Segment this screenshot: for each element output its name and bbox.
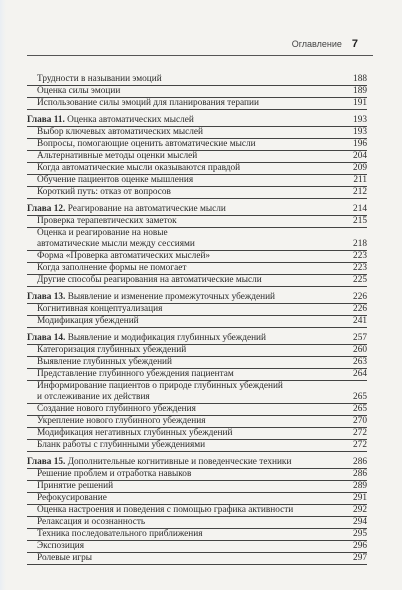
- toc-page-number: 193: [353, 115, 367, 125]
- toc-page-number: 211: [353, 175, 367, 185]
- toc-entry-title: [37, 263, 186, 274]
- toc-section-entry: [27, 263, 367, 275]
- toc-entry-title: [37, 175, 193, 186]
- entry-text: Оценка и реагирование на новые автоматические мысли между сессиями: [37, 228, 195, 249]
- entry-text: Выявление глубинных убеждений: [37, 357, 173, 367]
- toc-page-number: 294: [353, 517, 367, 527]
- table-of-contents: [27, 74, 367, 565]
- toc-entry-title: [37, 127, 203, 138]
- toc-section-entry: [27, 529, 367, 541]
- toc-page-number: 241: [353, 316, 367, 326]
- toc-page-number: 295: [353, 529, 367, 539]
- section-title: Оглавление: [291, 39, 342, 49]
- entry-text: Укрепление нового глубинного убеждения: [37, 416, 206, 426]
- toc-section-entry: [27, 369, 367, 381]
- toc-section-entry: [27, 275, 367, 287]
- toc-page-number: 223: [353, 263, 367, 273]
- header-rule: [27, 55, 373, 56]
- toc-section-entry: [27, 440, 367, 452]
- toc-section-entry: [27, 381, 367, 404]
- toc-page-number: 189: [353, 86, 367, 96]
- entry-text: Принятие решений: [37, 481, 114, 491]
- toc-entry-title: [37, 98, 259, 109]
- entry-text: Модификация убеждений: [37, 316, 139, 326]
- chapter-label: Глава 11.: [27, 115, 65, 125]
- toc-section-entry: [27, 98, 367, 110]
- toc-chapter-entry: [27, 115, 367, 127]
- entry-text: Ролевые игры: [37, 553, 93, 563]
- toc-page-number: 215: [353, 216, 367, 226]
- toc-page-number: 212: [353, 187, 367, 197]
- entry-text: Решение проблем и отработка навыков: [37, 469, 192, 479]
- entry-text: Выявление и модификация глубинных убеждений: [67, 333, 267, 343]
- chapter-label: Глава 14.: [27, 333, 66, 343]
- toc-section-entry: [27, 163, 367, 175]
- entry-text: Представление глубинного убеждения пациентам: [37, 369, 234, 379]
- toc-entry-title: [37, 481, 113, 492]
- entry-text: Выбор ключевых автоматических мыслей: [37, 127, 204, 137]
- toc-page-number: 204: [353, 151, 367, 161]
- toc-page-number: 188: [353, 74, 367, 84]
- toc-page-number: 289: [353, 481, 367, 491]
- toc-entry-title: [27, 292, 275, 303]
- entry-text: Другие способы реагирования на автоматические мысли: [37, 275, 262, 285]
- chapter-label: Глава 12.: [27, 204, 66, 214]
- toc-entry-title: [37, 216, 177, 227]
- toc-entry-title: [37, 404, 196, 415]
- chapter-label: Глава 13.: [27, 292, 66, 302]
- entry-text: Когнитивная концептуализация: [37, 304, 163, 314]
- entry-text: Форма «Проверка автоматических мыслей»: [37, 251, 211, 261]
- entry-text: Когда автоматические мысли оказываются правдой: [37, 163, 241, 173]
- toc-entry-title: [37, 428, 232, 439]
- entry-text: Трудности в назывании эмоций: [37, 74, 162, 84]
- toc-page-number: 196: [353, 139, 367, 149]
- entry-text: Обучение пациентов оценке мышления: [37, 175, 194, 185]
- toc-entry-title: [37, 369, 234, 380]
- toc-page-number: 297: [353, 553, 367, 563]
- toc-entry-title: [37, 440, 205, 451]
- running-head: [292, 38, 358, 50]
- toc-page-number: 292: [353, 505, 367, 515]
- toc-page-number: 291: [353, 493, 367, 503]
- entry-text: Информирование пациентов о природе глубинных убеждений и отслеживание их действия: [37, 381, 283, 402]
- entry-text: Проверка терапевтических заметок: [37, 216, 177, 226]
- toc-page-number: 226: [353, 292, 367, 302]
- entry-text: Релаксация и осознанность: [37, 517, 146, 527]
- toc-page-number: 286: [353, 469, 367, 479]
- toc-section-entry: [27, 357, 367, 369]
- toc-entry-title: [37, 469, 191, 480]
- entry-text: Бланк работы с глубинными убеждениями: [37, 440, 206, 450]
- entry-text: Короткий путь: отказ от вопросов: [37, 187, 171, 197]
- toc-entry-title: [37, 316, 139, 327]
- toc-entry-title: [27, 204, 226, 215]
- entry-text: Вопросы, помогающие оценить автоматические мысли: [37, 139, 256, 149]
- toc-section-entry: [27, 493, 367, 505]
- toc-section-entry: [27, 404, 367, 416]
- toc-entry-title: [37, 275, 262, 286]
- toc-entry-title: [37, 381, 283, 403]
- toc-section-entry: [27, 316, 367, 328]
- toc-entry-title: [37, 86, 120, 97]
- toc-section-entry: [27, 251, 367, 263]
- toc-page-number: 193: [353, 127, 367, 137]
- toc-page-number: 263: [353, 357, 367, 367]
- toc-entry-title: [37, 345, 186, 356]
- toc-entry-title: [37, 357, 172, 368]
- toc-section-entry: [27, 481, 367, 493]
- toc-entry-title: [37, 541, 84, 552]
- toc-entry-title: [37, 529, 203, 540]
- toc-section-entry: [27, 345, 367, 357]
- toc-entry-title: [37, 517, 145, 528]
- toc-entry-title: [37, 74, 162, 85]
- toc-section-entry: [27, 228, 367, 251]
- toc-entry-title: [37, 493, 107, 504]
- entry-text: Оценка настроения и поведения с помощью графика активности: [37, 505, 294, 515]
- toc-page-number: 191: [353, 98, 367, 108]
- entry-text: Экспозиция: [37, 541, 85, 551]
- entry-text: Оценка силы эмоции: [37, 86, 121, 96]
- toc-section-entry: [27, 216, 367, 228]
- page-number: 7: [351, 38, 358, 50]
- toc-section-entry: [27, 151, 367, 163]
- toc-section-entry: [27, 428, 367, 440]
- toc-chapter-entry: [27, 204, 367, 216]
- toc-entry-title: [37, 151, 197, 162]
- toc-page-number: 265: [353, 392, 367, 402]
- toc-page-number: 214: [353, 204, 367, 214]
- toc-page-number: 270: [353, 416, 367, 426]
- toc-section-entry: [27, 304, 367, 316]
- entry-text: Выявление и изменение промежуточных убеждений: [67, 292, 276, 302]
- entry-text: Дополнительные когнитивные и поведенческие техники: [67, 457, 292, 467]
- toc-entry-title: [37, 139, 256, 150]
- toc-entry-title: [37, 553, 92, 564]
- toc-section-entry: [27, 86, 367, 98]
- toc-page-number: 264: [353, 369, 367, 379]
- toc-section-entry: [27, 553, 367, 565]
- toc-section-entry: [27, 187, 367, 199]
- toc-section-entry: [27, 127, 367, 139]
- toc-entry-title: [37, 416, 205, 427]
- toc-entry-title: [37, 251, 210, 262]
- toc-chapter-entry: [27, 333, 367, 345]
- toc-entry-title: [37, 505, 293, 516]
- entry-text: Альтернативные методы оценки мыслей: [37, 151, 198, 161]
- toc-section-entry: [27, 469, 367, 481]
- toc-page-number: 223: [353, 251, 367, 261]
- toc-entry-title: [37, 187, 171, 198]
- entry-text: Категоризация глубинных убеждений: [37, 345, 187, 355]
- toc-page-number: 265: [353, 404, 367, 414]
- toc-page-number: 286: [353, 457, 367, 467]
- toc-page-number: 226: [353, 304, 367, 314]
- toc-page-number: 209: [353, 163, 367, 173]
- toc-page-number: 296: [353, 541, 367, 551]
- toc-entry-title: [37, 228, 195, 250]
- entry-text: Техника последовательного приближения: [37, 529, 203, 539]
- entry-text: Реагирование на автоматические мысли: [67, 204, 226, 214]
- toc-section-entry: [27, 416, 367, 428]
- toc-page-number: 260: [353, 345, 367, 355]
- toc-section-entry: [27, 175, 367, 187]
- toc-page-number: 225: [353, 275, 367, 285]
- chapter-label: Глава 15.: [27, 457, 66, 467]
- toc-section-entry: [27, 517, 367, 529]
- toc-page-number: 257: [353, 333, 367, 343]
- entry-text: Оценка автоматических мыслей: [67, 115, 194, 125]
- toc-page-number: 272: [353, 440, 367, 450]
- toc-entry-title: [27, 333, 266, 344]
- toc-page-number: 272: [353, 428, 367, 438]
- toc-entry-title: [37, 304, 162, 315]
- entry-text: Создание нового глубинного убеждения: [37, 404, 196, 414]
- toc-section-entry: [27, 505, 367, 517]
- entry-text: Модификация негативных глубинных убеждений: [37, 428, 233, 438]
- entry-text: Рефокусирование: [37, 493, 107, 503]
- entry-text: Когда заполнение формы не помогает: [37, 263, 187, 273]
- toc-section-entry: [27, 541, 367, 553]
- toc-chapter-entry: [27, 457, 367, 469]
- toc-page-number: 218: [353, 239, 367, 249]
- toc-entry-title: [27, 115, 194, 126]
- toc-entry-title: [27, 457, 291, 468]
- toc-chapter-entry: [27, 292, 367, 304]
- toc-section-entry: [27, 74, 367, 86]
- entry-text: Использование силы эмоций для планирования терапии: [37, 98, 259, 108]
- toc-entry-title: [37, 163, 240, 174]
- toc-section-entry: [27, 139, 367, 151]
